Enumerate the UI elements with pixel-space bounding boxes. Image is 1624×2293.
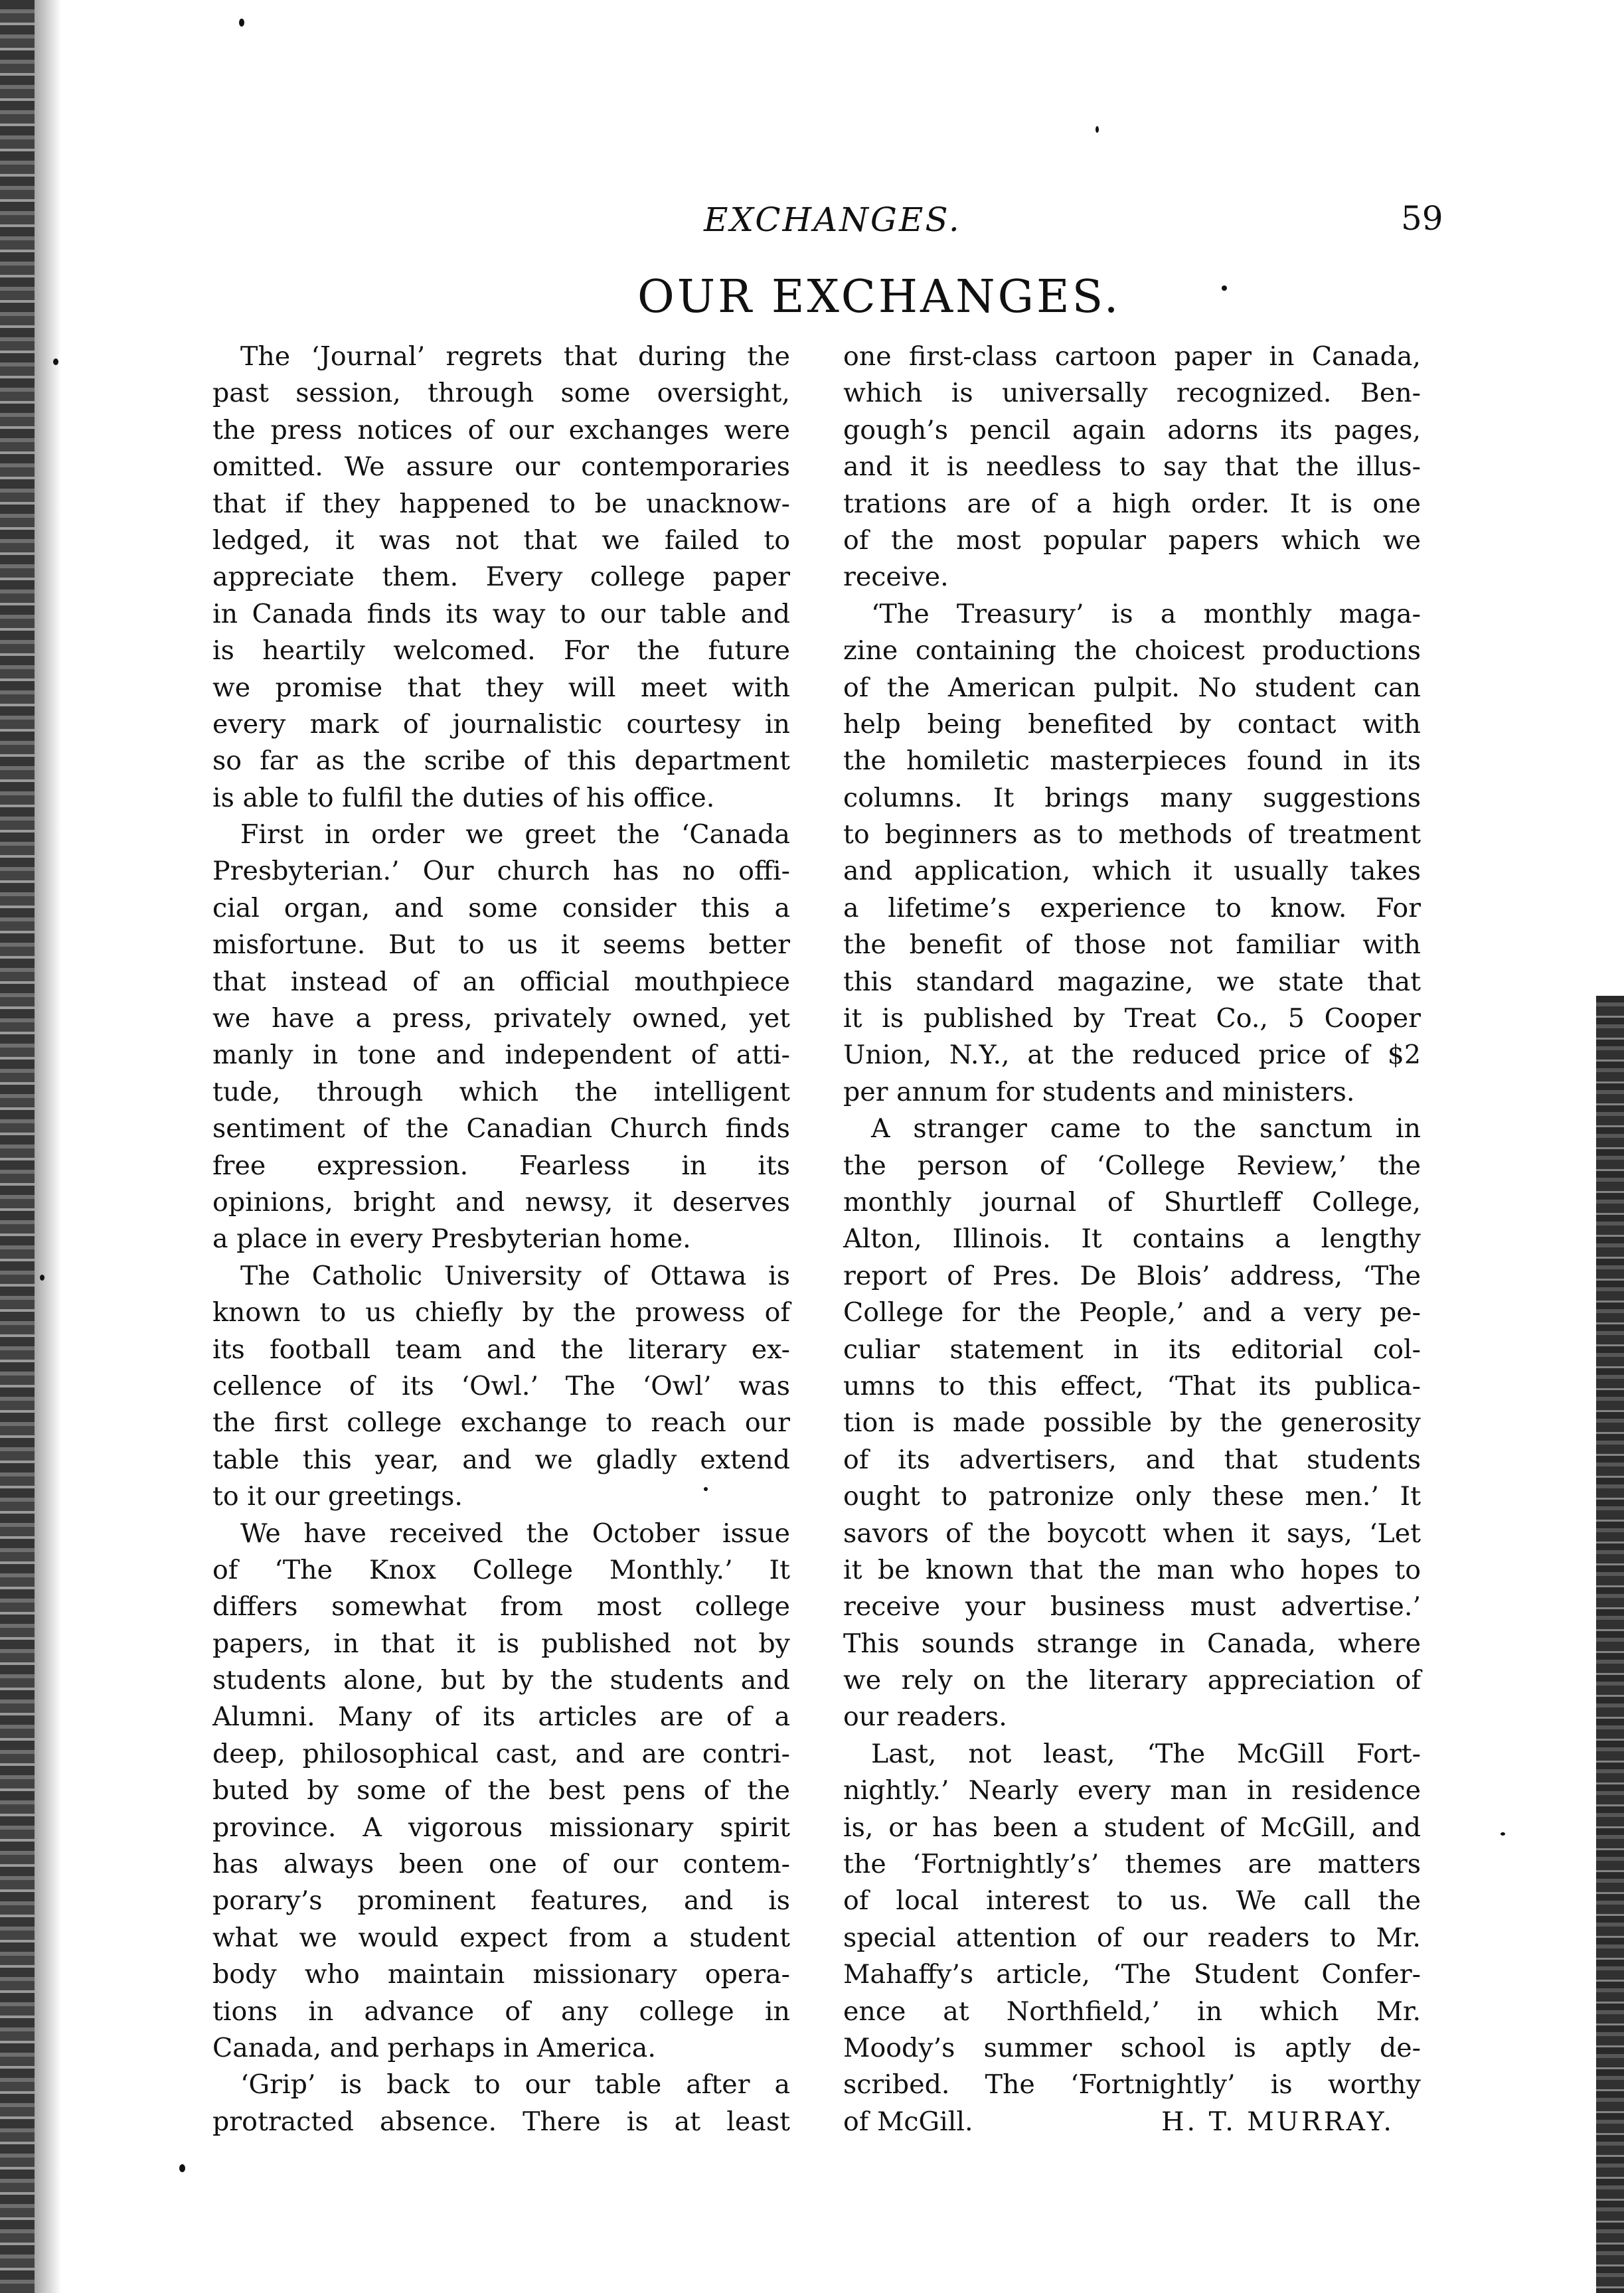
text-line: is, or has been a student of McGill, and — [843, 1812, 1421, 1843]
author-signature: H. T. MURRAY. — [1161, 2106, 1394, 2137]
text-line: ‘The Treasury’ is a monthly maga- — [871, 598, 1421, 629]
signature-line — [843, 2104, 1421, 2140]
text-line: to it our greetings. — [212, 1481, 463, 1512]
text-line: protracted absence. There is at least — [212, 2106, 790, 2137]
text-line: special attention of our readers to Mr. — [843, 1922, 1421, 1953]
text-line: body who maintain missionary opera- — [212, 1959, 790, 1990]
binding-shadow-left — [35, 0, 61, 2293]
scan-speck — [1222, 285, 1227, 291]
text-line: it is published by Treat Co., 5 Cooper — [843, 1003, 1421, 1034]
text-line: trations are of a high order. It is one — [843, 488, 1421, 519]
text-line: cellence of its ‘Owl.’ The ‘Owl’ was — [212, 1370, 790, 1401]
text-line: and application, which it usually takes — [843, 856, 1421, 887]
text-line: columns. It brings many suggestions — [843, 782, 1421, 813]
text-line: nightly.’ Nearly every man in residence — [843, 1775, 1421, 1806]
text-line: this standard magazine, we state that — [843, 966, 1421, 997]
scan-speck — [1096, 126, 1099, 133]
text-line: zine containing the choicest productions — [843, 635, 1421, 667]
text-line: and it is needless to say that the illus- — [843, 451, 1421, 483]
text-line: table this year, and we gladly extend — [212, 1444, 790, 1475]
text-line: cial organ, and some consider this a — [212, 892, 790, 923]
text-line: one first-class cartoon paper in Canada, — [843, 341, 1421, 372]
running-head: EXCHANGES. — [704, 200, 961, 239]
text-line: report of Pres. De Blois’ address, ‘The — [843, 1260, 1421, 1291]
scan-speck — [1501, 1832, 1505, 1836]
text-line: College for the People,’ and a very pe- — [843, 1297, 1421, 1328]
text-line: its football team and the literary ex- — [212, 1334, 790, 1365]
text-line: papers, in that it is published not by — [212, 1628, 790, 1659]
text-line: gough’s pencil again adorns its pages, — [843, 414, 1421, 445]
text-line: that instead of an official mouthpiece — [212, 966, 790, 997]
text-line: porary’s prominent features, and is — [212, 1885, 790, 1917]
text-line: which is universally recognized. Ben- — [843, 378, 1421, 409]
text-line: our readers. — [843, 1701, 1007, 1733]
text-line: every mark of journalistic courtesy in — [212, 708, 790, 740]
text-line: We have received the October issue — [240, 1518, 790, 1549]
text-line: known to us chiefly by the prowess of — [212, 1297, 790, 1328]
text-line: the benefit of those not familiar with — [843, 929, 1421, 961]
scan-speck — [179, 2164, 185, 2172]
text-line: what we would expect from a student — [212, 1922, 790, 1953]
text-line: sentiment of the Canadian Church finds — [212, 1113, 790, 1145]
text-line: The Catholic University of Ottawa is — [240, 1260, 790, 1291]
text-line: tions in advance of any college in — [212, 1996, 790, 2027]
text-line: Alumni. Many of its articles are of a — [212, 1701, 790, 1733]
text-line: province. A vigorous missionary spirit — [212, 1812, 790, 1843]
text-line: appreciate them. Every college paper — [212, 562, 790, 593]
text-line: of the most popular papers which we — [843, 524, 1421, 556]
text-line: free expression. Fearless in its — [212, 1150, 790, 1181]
text-line: has always been one of our contem- — [212, 1849, 790, 1880]
text-line: misfortune. But to us it seems better — [212, 929, 790, 961]
text-line: monthly journal of Shurtleff College, — [843, 1186, 1421, 1218]
text-line: is able to fulfil the duties of his office. — [212, 782, 715, 813]
binding-edge-right — [1596, 996, 1624, 2293]
text-line: of the American pulpit. No student can — [843, 672, 1421, 703]
text-line: Mahaffy’s article, ‘The Student Confer- — [843, 1959, 1421, 1990]
text-line: the first college exchange to reach our — [212, 1407, 790, 1439]
text-line: A stranger came to the sanctum in — [871, 1113, 1421, 1145]
text-line: of local interest to us. We call the — [843, 1885, 1421, 1917]
text-line: culiar statement in its editorial col- — [843, 1334, 1421, 1365]
text-line: First in order we greet the ‘Canada — [240, 819, 790, 850]
text-line: we rely on the literary appreciation of — [843, 1665, 1421, 1696]
text-line: ought to patronize only these men.’ It — [843, 1481, 1421, 1512]
text-line: Presbyterian.’ Our church has no offi- — [212, 856, 790, 887]
text-line: to beginners as to methods of treatment — [843, 819, 1421, 850]
text-line: umns to this effect, ‘That its publica- — [843, 1370, 1421, 1401]
text-line: deep, philosophical cast, and are contri- — [212, 1738, 790, 1769]
closing-text: of McGill. — [843, 2106, 973, 2137]
text-line: Moody’s summer school is aptly de- — [843, 2032, 1421, 2063]
text-line: ledged, it was not that we failed to — [212, 524, 790, 556]
text-line: Canada, and perhaps in America. — [212, 2032, 656, 2063]
scan-speck — [53, 358, 58, 365]
text-line: Last, not least, ‘The McGill Fort- — [871, 1738, 1421, 1769]
page-number: 59 — [1401, 199, 1443, 238]
left-column — [212, 339, 790, 2140]
text-line: The ‘Journal’ regrets that during the — [240, 341, 790, 372]
text-line: manly in tone and independent of atti- — [212, 1040, 790, 1071]
text-line: help being benefited by contact with — [843, 708, 1421, 740]
section-title: OUR EXCHANGES. — [637, 271, 1121, 323]
text-line: opinions, bright and newsy, it deserves — [212, 1186, 790, 1218]
text-line: the ‘Fortnightly’s’ themes are matters — [843, 1849, 1421, 1880]
text-line: the press notices of our exchanges were — [212, 414, 790, 445]
text-line: is heartily welcomed. For the future — [212, 635, 790, 667]
text-line: receive your business must advertise.’ — [843, 1591, 1421, 1622]
right-column — [843, 339, 1421, 2140]
text-line: ‘Grip’ is back to our table after a — [240, 2069, 790, 2100]
text-line: of its advertisers, and that students — [843, 1444, 1421, 1475]
text-line: This sounds strange in Canada, where — [843, 1628, 1421, 1659]
text-line: so far as the scribe of this department — [212, 746, 790, 777]
text-line: differs somewhat from most college — [212, 1591, 790, 1622]
text-line: past session, through some oversight, — [212, 378, 790, 409]
text-line: students alone, but by the students and — [212, 1665, 790, 1696]
text-line: the homiletic masterpieces found in its — [843, 746, 1421, 777]
text-line: scribed. The ‘Fortnightly’ is worthy — [843, 2069, 1421, 2100]
text-line: tude, through which the intelligent — [212, 1076, 790, 1107]
text-line: ence at Northfield,’ in which Mr. — [843, 1996, 1421, 2027]
binding-edge-left — [0, 0, 35, 2293]
text-line: receive. — [843, 562, 949, 593]
text-line: savors of the boycott when it says, ‘Let — [843, 1518, 1421, 1549]
text-line: that if they happened to be unacknow- — [212, 488, 790, 519]
text-line: tion is made possible by the generosity — [843, 1407, 1421, 1439]
text-line: the person of ‘College Review,’ the — [843, 1150, 1421, 1181]
scan-speck — [40, 1275, 44, 1281]
text-line: Alton, Illinois. It contains a lengthy — [843, 1224, 1421, 1255]
text-line: a lifetime’s experience to know. For — [843, 892, 1421, 923]
text-line: buted by some of the best pens of the — [212, 1775, 790, 1806]
text-line: per annum for students and ministers. — [843, 1076, 1355, 1107]
text-line: we promise that they will meet with — [212, 672, 790, 703]
text-line: in Canada finds its way to our table and — [212, 598, 790, 629]
text-line: omitted. We assure our contemporaries — [212, 451, 790, 483]
text-line: a place in every Presbyterian home. — [212, 1224, 691, 1255]
text-line: of ‘The Knox College Monthly.’ It — [212, 1554, 790, 1585]
text-line: it be known that the man who hopes to — [843, 1554, 1421, 1585]
text-line: we have a press, privately owned, yet — [212, 1003, 790, 1034]
right-column-lines — [843, 339, 1421, 2104]
scan-speck — [239, 19, 244, 27]
text-line: Union, N.Y., at the reduced price of $2 — [843, 1040, 1421, 1071]
